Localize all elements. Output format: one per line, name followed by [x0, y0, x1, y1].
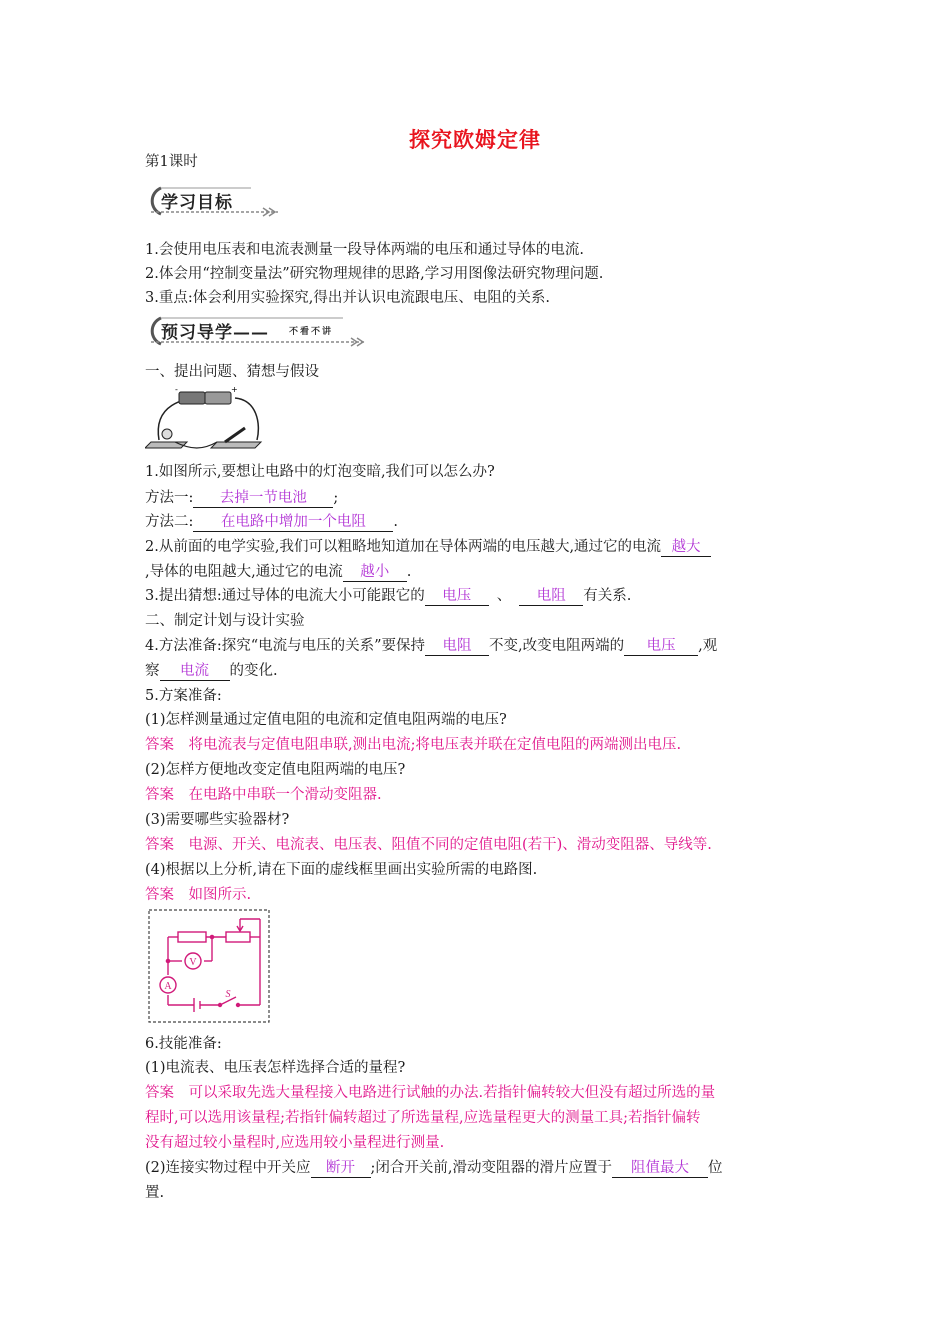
- method-2: [145, 512, 398, 532]
- question-6-2-blank-1: 断开: [311, 1160, 371, 1178]
- lamp-circuit-image: [145, 384, 265, 454]
- question-6-2-line-1: [145, 1158, 723, 1178]
- method-1-answer: 去掉一节电池: [193, 490, 333, 508]
- question-3: [145, 586, 631, 606]
- goals-banner: [143, 182, 283, 218]
- method-2-answer: 在电路中增加一个电阻: [193, 514, 393, 532]
- question-4-line-2: [145, 661, 278, 681]
- question-5: 5.方案准备:: [145, 688, 222, 704]
- switch-label: S: [225, 989, 231, 1000]
- question-6-2-text-3: 位: [708, 1160, 723, 1176]
- question-1: 1.如图所示,要想让电路中的灯泡变暗,我们可以怎么办?: [145, 464, 495, 480]
- question-2-blank-1: 越大: [661, 539, 711, 557]
- part1-heading: 一、提出问题、猜想与假设: [145, 364, 319, 380]
- answer-6-1-line: 答案 可以采取先选大量程接入电路进行试触的办法.若指针偏转较大但没有超过所选的量: [145, 1085, 716, 1101]
- question-3-blank-1: 电压: [425, 588, 489, 606]
- question-4-blank-1: 电阻: [425, 638, 489, 656]
- goal-item: 1.会使用电压表和电流表测量一段导体两端的电压和通过导体的电流.: [145, 242, 584, 258]
- question-5-4: (4)根据以上分析,请在下面的虚线框里画出实验所需的电路图.: [145, 862, 538, 878]
- question-4-blank-2: 电压: [624, 638, 698, 656]
- question-4-end: 的变化.: [229, 663, 278, 679]
- question-6-2-blank-2: 阻值最大: [612, 1160, 708, 1178]
- question-4-text-3: ,观: [698, 638, 718, 654]
- svg-text:-: -: [175, 385, 178, 394]
- part2-heading: 二、制定计划与设计实验: [145, 613, 305, 629]
- question-3-text: 3.提出猜想:通过导体的电流大小可能跟它的: [145, 588, 425, 604]
- question-6-2-text: (2)连接实物过程中开关应: [145, 1160, 311, 1176]
- method-1-prefix: 方法一:: [145, 490, 194, 506]
- preview-header: 预习导学——: [161, 323, 269, 343]
- page-title: 探究欧姆定律: [409, 127, 541, 152]
- question-3-blank-2: 电阻: [519, 588, 583, 606]
- question-4-text-4: 察: [145, 663, 160, 679]
- circuit-diagram-box: [148, 909, 272, 1025]
- answer-6-1-line: 没有超过较小量程时,应选用较小量程进行测量.: [145, 1135, 445, 1151]
- question-5-2: (2)怎样方便地改变定值电阻两端的电压?: [145, 762, 406, 778]
- circuit-diagram: [148, 909, 272, 1025]
- method-1: [145, 488, 338, 508]
- answer-5-1: 答案 将电流表与定值电阻串联,测出电流;将电压表并联在定值电阻的两端测出电压.: [145, 737, 682, 753]
- goal-item: 2.体会用“控制变量法”研究物理规律的思路,学习用图像法研究物理问题.: [145, 266, 604, 282]
- svg-text:+: +: [231, 385, 238, 394]
- fixed-resistor: [178, 932, 206, 942]
- answer-5-3: 答案 电源、开关、电流表、电压表、阻值不同的定值电阻(若干)、滑动变阻器、导线等.: [145, 837, 712, 853]
- goal-item: 3.重点:体会利用实验探究,得出并认识电流跟电压、电阻的关系.: [145, 290, 550, 306]
- rheostat: [226, 932, 250, 942]
- question-3-separator: 、: [496, 588, 512, 604]
- question-4-line-1: [145, 636, 717, 656]
- question-4-blank-3: 电流: [160, 663, 230, 681]
- answer-5-4: 答案 如图所示.: [145, 887, 252, 903]
- method-1-suffix: ;: [333, 490, 339, 506]
- goals-header: 学习目标: [161, 193, 233, 213]
- question-3-end: 有关系.: [583, 588, 632, 604]
- question-6-2-line-2: 置.: [145, 1185, 165, 1201]
- question-2-text: 2.从前面的电学实验,我们可以粗略地知道加在导体两端的电压越大,通过它的电流: [145, 539, 662, 555]
- question-6: 6.技能准备:: [145, 1036, 222, 1052]
- question-4-text-2: 不变,改变电阻两端的: [489, 638, 625, 654]
- method-2-prefix: 方法二:: [145, 514, 194, 530]
- question-2-end: .: [406, 564, 412, 580]
- lamp-circuit-figure: [145, 384, 265, 454]
- method-2-suffix: .: [393, 514, 398, 530]
- ammeter-label: A: [164, 981, 172, 992]
- preview-banner: [143, 312, 373, 348]
- question-2-line-2: [145, 562, 411, 582]
- question-5-3: (3)需要哪些实验器材?: [145, 812, 290, 828]
- question-6-1: (1)电流表、电压表怎样选择合适的量程?: [145, 1060, 406, 1076]
- preview-subheader: 不看不讲: [289, 327, 334, 337]
- question-4-text: 4.方法准备:探究“电流与电压的关系”要保持: [145, 638, 426, 654]
- voltmeter-label: V: [189, 957, 197, 968]
- question-6-2-text-2: ;闭合开关前,滑动变阻器的滑片应置于: [370, 1160, 613, 1176]
- answer-6-1-line: 程时,可以选用该量程;若指针偏转超过了所选量程,应选量程更大的测量工具;若指针偏转: [145, 1110, 701, 1126]
- question-2-line-1: [145, 537, 711, 557]
- question-2-text-2: ,导体的电阻越大,通过它的电流: [145, 564, 343, 580]
- question-2-blank-2: 越小: [343, 564, 407, 582]
- question-5-1: (1)怎样测量通过定值电阻的电流和定值电阻两端的电压?: [145, 712, 507, 728]
- lesson-label: 第1课时: [145, 154, 198, 170]
- answer-5-2: 答案 在电路中串联一个滑动变阻器.: [145, 787, 382, 803]
